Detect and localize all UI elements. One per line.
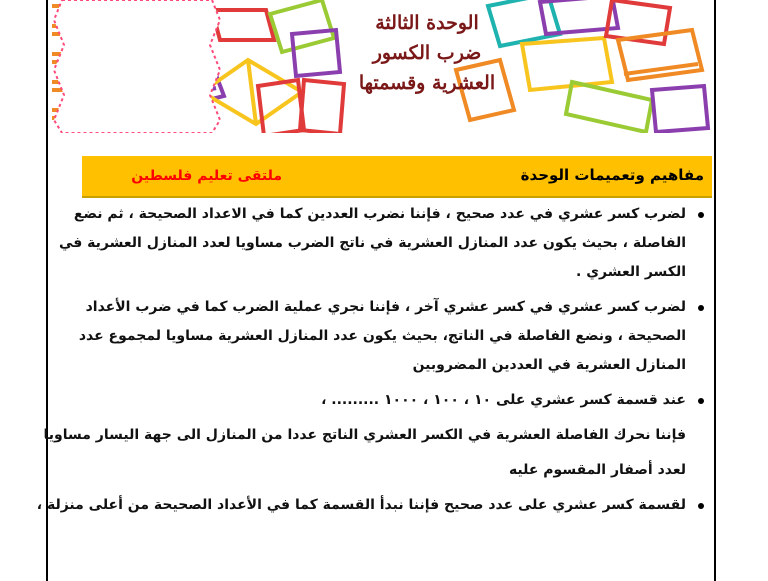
list-item-line: لعدد أصفار المقسوم عليه [508,462,686,478]
page-frame-right [714,0,716,581]
list-item-line: الفاصلة ، بحيث يكون عدد المنازل العشرية في ناتج الضرب مساويا لعدد المنازل العشرية في [58,235,686,251]
concepts-list [36,200,706,520]
section-title: مفاهيم وتعميمات الوحدة [520,166,704,184]
list-item-line: لضرب كسر عشري في عدد صحيح ، فإننا نضرب العددين كما في الاعداد الصحيحة ، ثم نضع [86,200,706,229]
unit-title-line: العشرية وقسمتها [358,72,496,94]
list-item-line: الكسر العشري . [576,264,686,280]
site-name: ملتقى تعليم فلسطين [131,168,282,184]
list-item-line: فإننا نحرك الفاصلة العشرية في الكسر العشري الناتج عددا من المنازل الى جهة اليسار مساويا [43,427,686,443]
title-badge [52,0,222,133]
unit-title-line: الوحدة الثالثة [375,12,479,34]
list-item-line: لقسمة كسر عشري على عدد صحيح فإننا نبدأ القسمة كما في الأعداد الصحيحة من أعلى منزلة ، [86,491,706,520]
list-item-line: عند قسمة كسر عشري على ١٠ ، ١٠٠ ، ١٠٠٠ ......... ، [86,386,706,415]
list-item-line: الصحيحة ، ونضع الفاصلة في الناتج، بحيث يكون عدد المنازل العشرية مساويا لمجموع عدد [78,328,686,344]
list-item-line: المنازل العشرية في العددين المضروبين [412,357,686,373]
section-header [82,156,712,198]
unit-title [350,8,504,98]
list-item-line: لضرب كسر عشري في كسر عشري آخر ، فإننا نجري عملية الضرب كما في ضرب الأعداد [86,293,706,322]
unit-banner [52,0,712,133]
unit-title-line: ضرب الكسور [372,42,482,64]
